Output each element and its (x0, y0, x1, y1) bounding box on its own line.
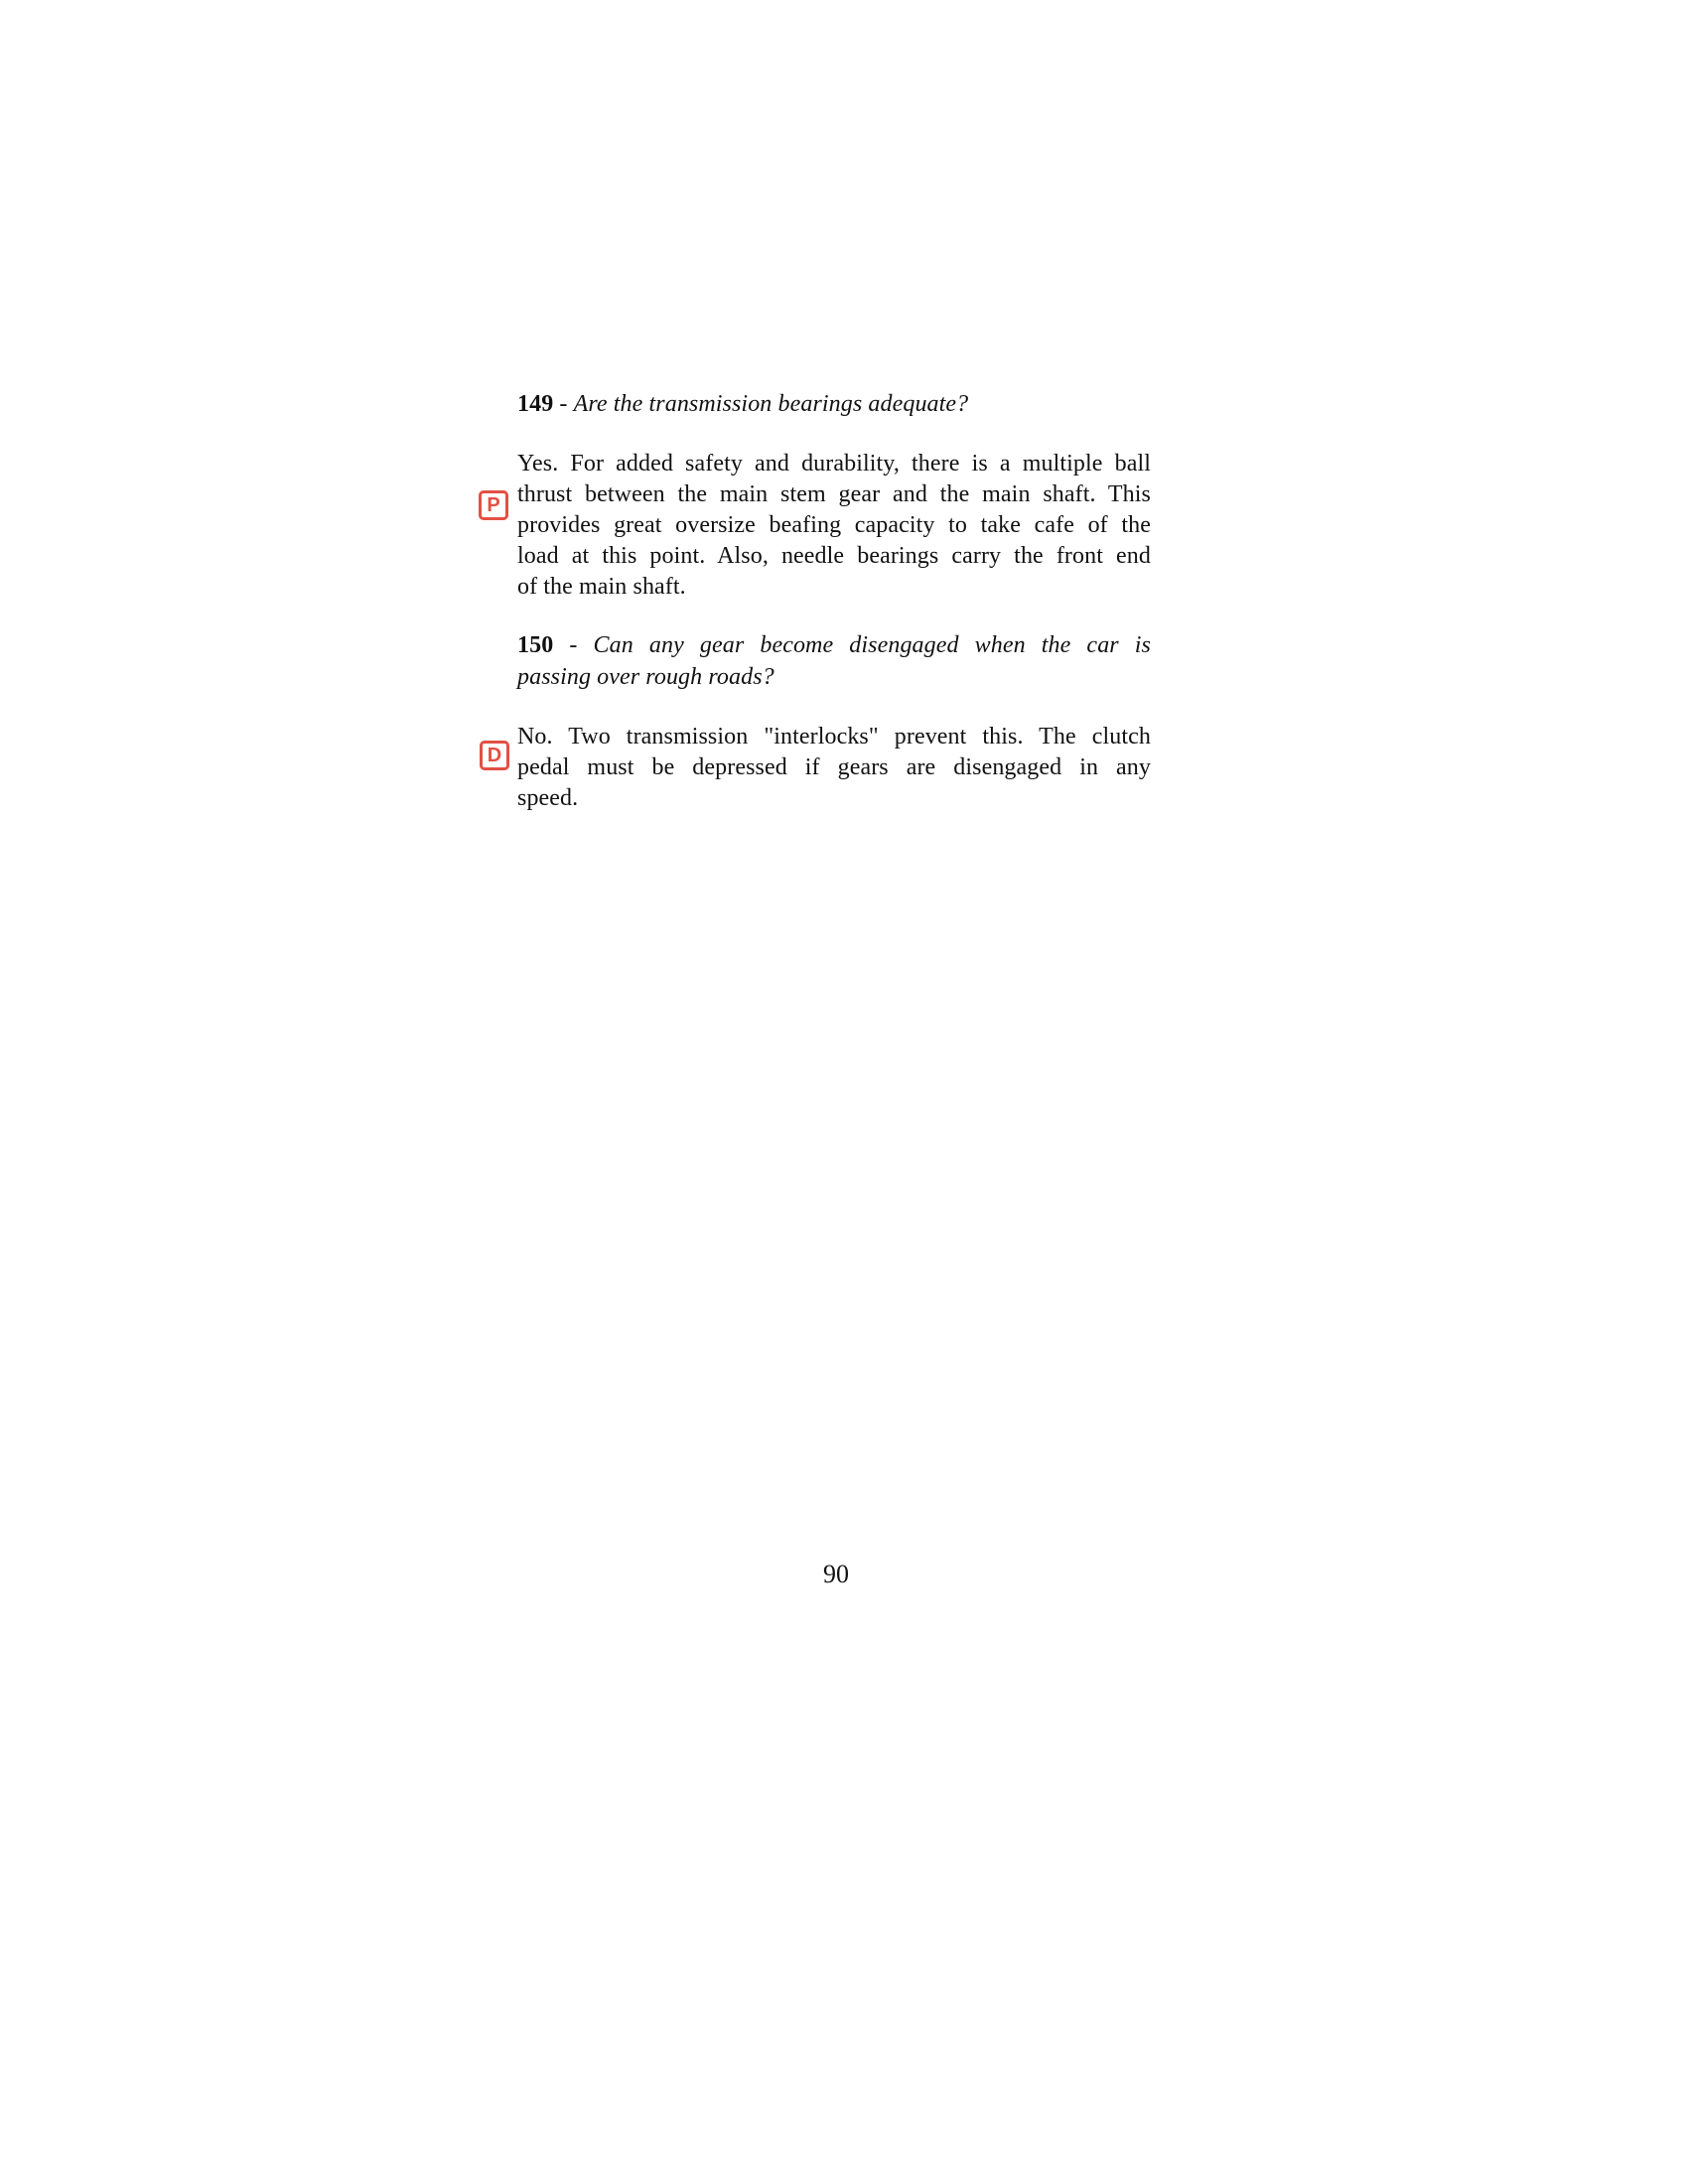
question-149-number: 149 (517, 391, 554, 417)
marker-d-icon[interactable]: D (480, 741, 509, 770)
answer-line: pedal must be depressed if gears are disengaged in any (517, 754, 1151, 780)
question-150-text-part1: Can any gear become disengaged when the car is (593, 632, 1151, 658)
question-150-number: 150 (517, 632, 554, 658)
answer-150-paragraph (517, 722, 1151, 814)
answer-line: Yes. For added safety and durability, there is a multiple ball (517, 451, 1151, 477)
question-150-heading (517, 629, 1151, 693)
question-149-text: Are the transmission bearings adequate? (573, 391, 969, 417)
page-number: 90 (823, 1560, 849, 1588)
question-150-dash: - (569, 632, 578, 658)
question-150-line1 (517, 629, 1151, 661)
question-149-dash: - (559, 391, 568, 417)
answer-line: thrust between the main stem gear and the main shaft. This (517, 481, 1151, 507)
answer-line: No. Two transmission "interlocks" prevent this. The clutch (517, 724, 1151, 750)
answer-line: load at this point. Also, needle bearings carry the front end (517, 543, 1151, 569)
answer-line: of the main shaft. (517, 574, 686, 600)
marker-p-icon[interactable]: P (479, 490, 508, 520)
answer-line: speed. (517, 785, 579, 811)
answer-149-paragraph (517, 449, 1151, 603)
answer-line: provides great oversize beafing capacity to take cafe of the (517, 512, 1151, 538)
question-150-text-part2: passing over rough roads? (517, 664, 774, 690)
question-149-heading (517, 389, 1151, 419)
